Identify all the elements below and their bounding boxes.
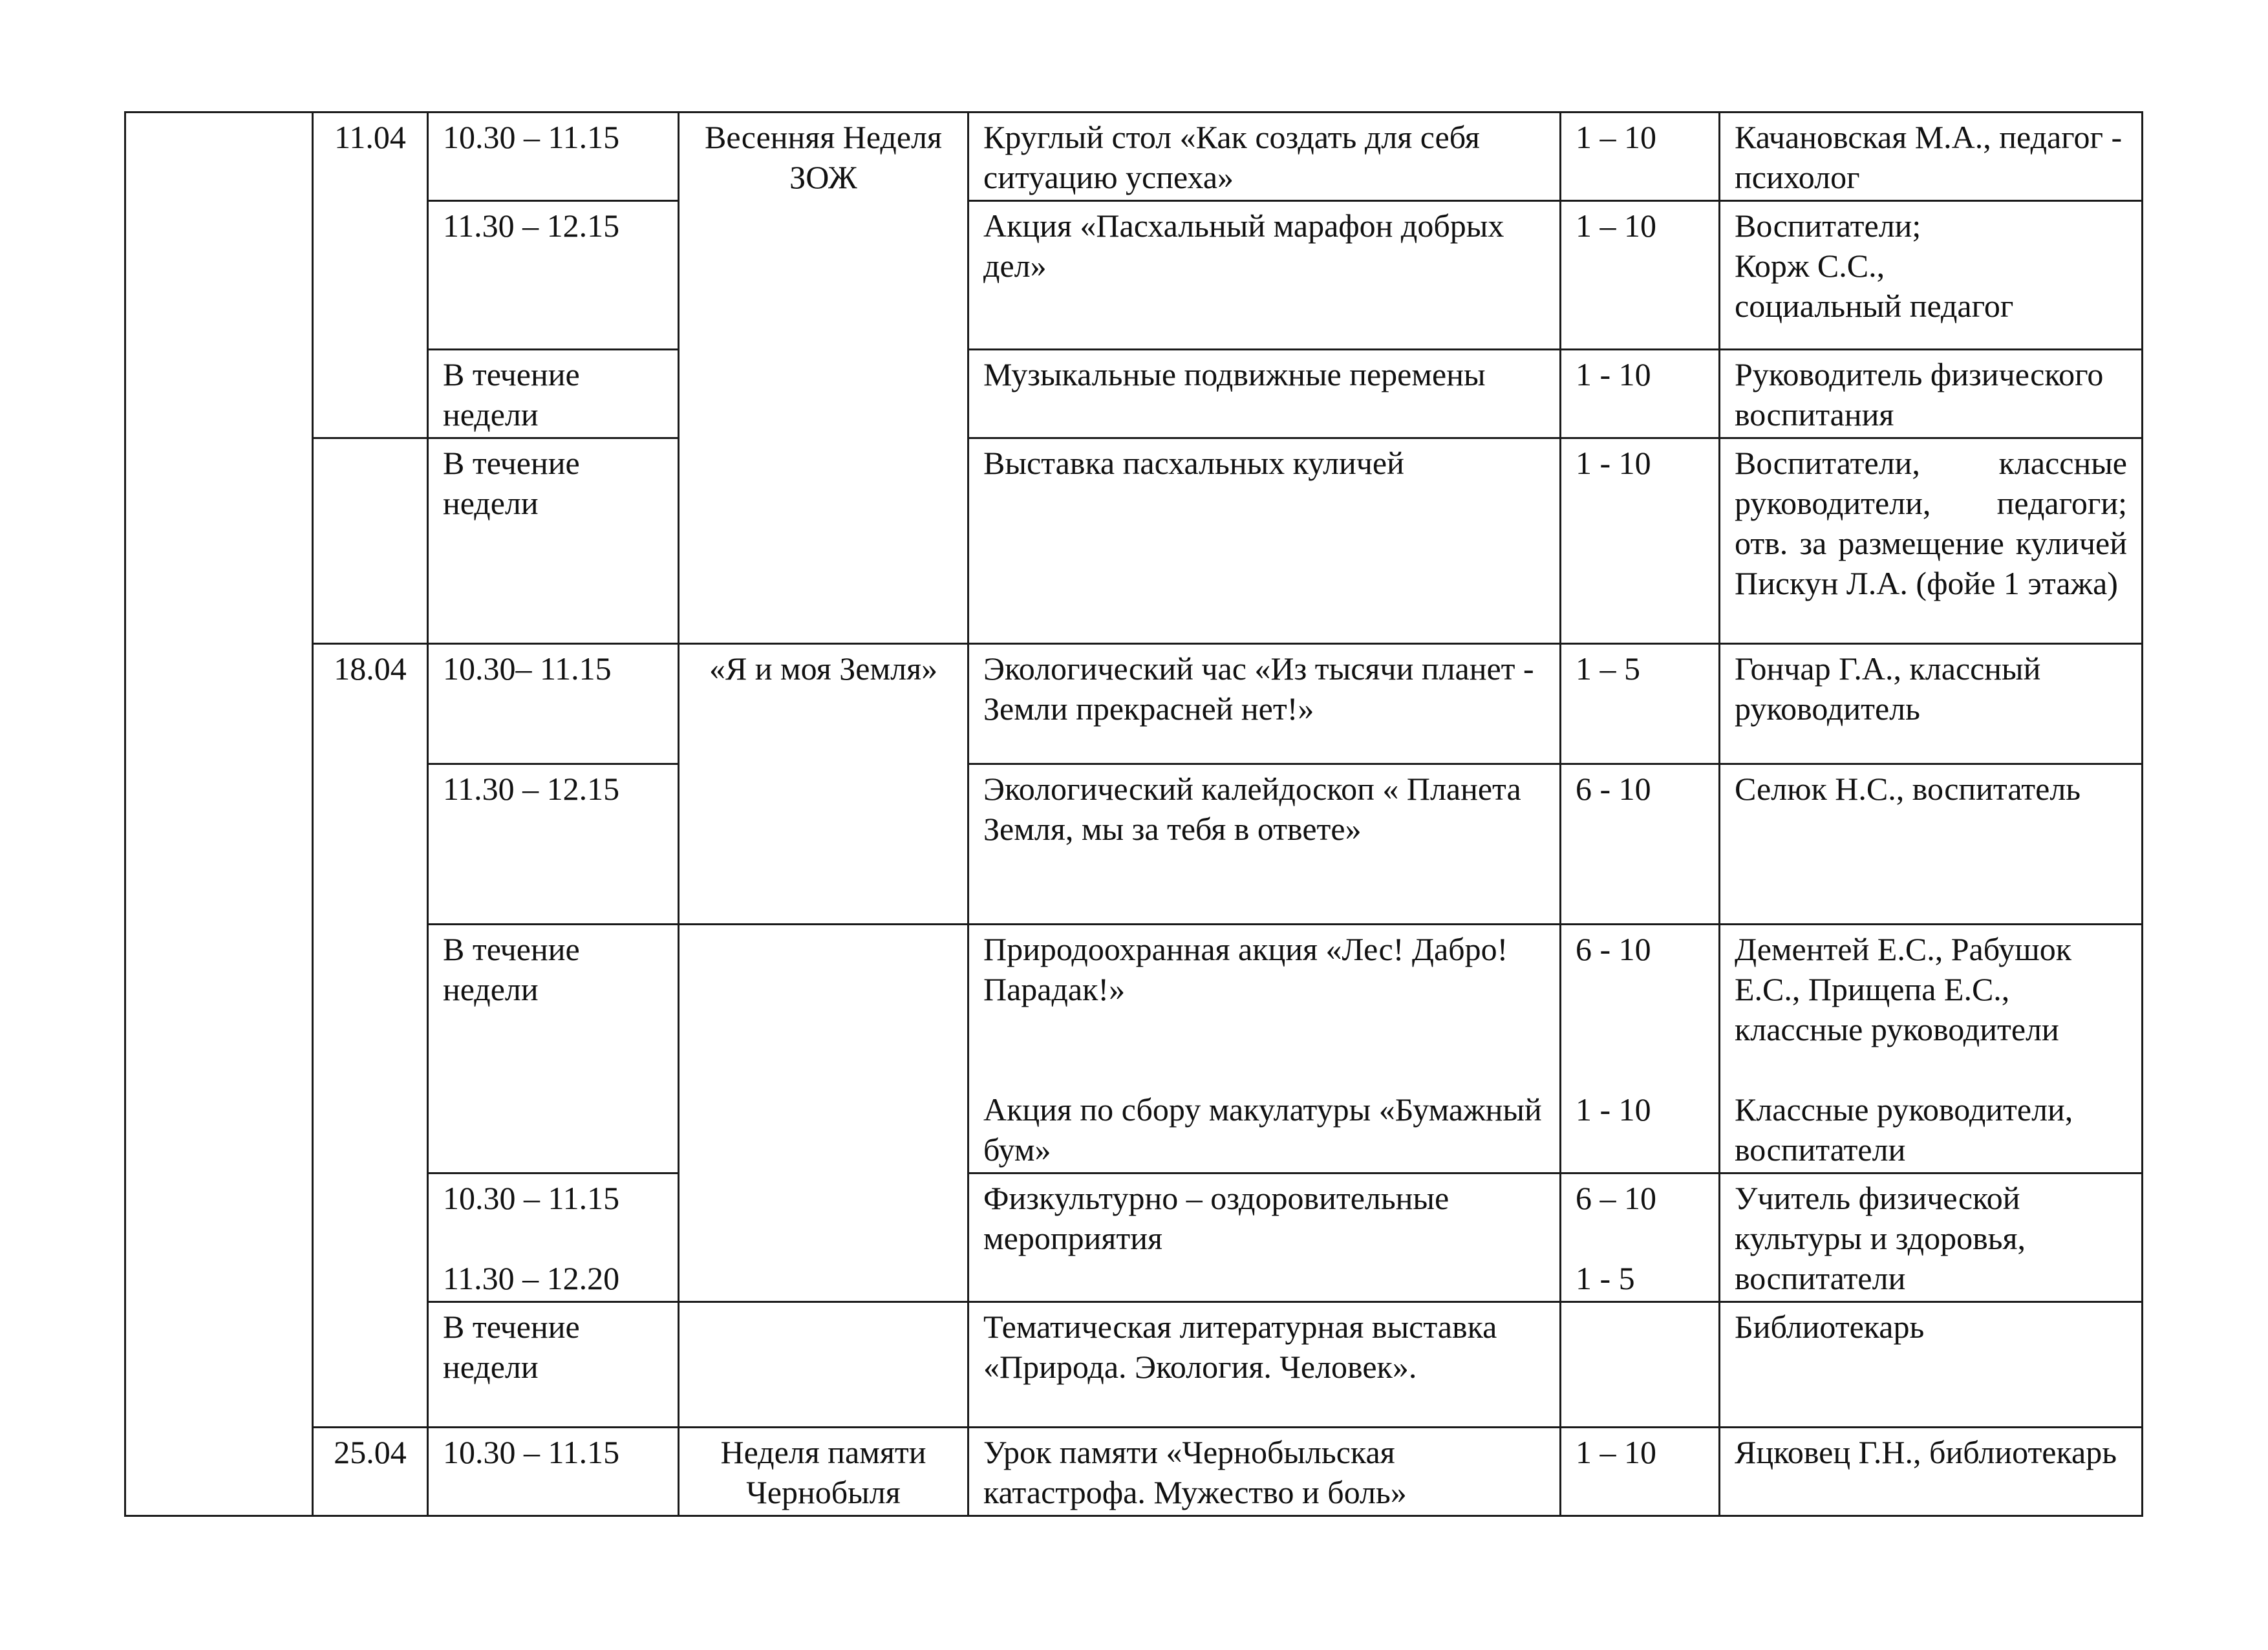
event-cell: Урок памяти «Чернобыльская катастрофа. Мужество и боль» — [968, 1428, 1561, 1516]
responsible-cell: Селюк Н.С., воспитатель — [1720, 764, 2143, 925]
responsible-cell — [1720, 201, 2143, 350]
date-cell: 25.04 — [313, 1428, 428, 1516]
grades-text: 1 - 5 — [1576, 1260, 1635, 1296]
responsible-cell: Руководитель физического воспитания — [1720, 350, 2143, 438]
table-row — [125, 112, 2143, 201]
grades-cell: 1 – 10 — [1561, 201, 1720, 350]
time-cell: 10.30 – 11.15 — [428, 1428, 679, 1516]
table-row — [125, 201, 2143, 350]
time-text: 10.30 – 11.15 — [443, 1180, 620, 1216]
grades-cell: 6 - 10 — [1561, 764, 1720, 925]
time-cell: 10.30 – 11.15 — [428, 112, 679, 201]
schedule-table — [124, 111, 2143, 1517]
event-text: Природоохранная акция «Лес! Дабро! Парадак!» — [983, 931, 1508, 1007]
theme-cell: Неделя памяти Чернобыля — [679, 1428, 968, 1516]
responsible-cell: Гончар Г.А., классный руководитель — [1720, 644, 2143, 764]
event-cell: Музыкальные подвижные перемены — [968, 350, 1561, 438]
grades-text: 1 - 10 — [1576, 1091, 1651, 1128]
grades-cell: 1 – 10 — [1561, 112, 1720, 201]
theme-cell: «Я и моя Земля» — [679, 644, 968, 925]
table-row — [125, 925, 2143, 1173]
grades-cell — [1561, 1173, 1720, 1302]
time-text: 11.30 – 12.20 — [443, 1260, 620, 1296]
time-cell: 10.30– 11.15 — [428, 644, 679, 764]
grades-text: 6 – 10 — [1576, 1180, 1656, 1216]
event-cell: Тематическая литературная выставка «Природа. Экология. Человек». — [968, 1302, 1561, 1428]
event-cell: Круглый стол «Как создать для себя ситуацию успеха» — [968, 112, 1561, 201]
grades-cell: 1 – 10 — [1561, 1428, 1720, 1516]
table-row — [125, 644, 2143, 764]
time-cell: В течение недели — [428, 925, 679, 1173]
table-row — [125, 1173, 2143, 1302]
left-margin-cell — [125, 112, 313, 1516]
time-cell: В течение недели — [428, 438, 679, 644]
responsible-text: Классные руководители, воспитатели — [1735, 1091, 2073, 1168]
event-cell: Выставка пасхальных куличей — [968, 438, 1561, 644]
responsible-line: социальный педагог — [1735, 288, 2014, 324]
time-cell — [428, 1173, 679, 1302]
event-cell: Акция «Пасхальный марафон добрых дел» — [968, 201, 1561, 350]
theme-cell-empty — [679, 925, 968, 1302]
responsible-cell: Яцковец Г.Н., библиотекарь — [1720, 1428, 2143, 1516]
grades-cell: 1 - 10 — [1561, 438, 1720, 644]
grades-cell — [1561, 925, 1720, 1173]
responsible-cell: Воспитатели, классные руководители, педагоги; отв. за размещение куличей Пискун Л.А. (фойе 1 этажа) — [1720, 438, 2143, 644]
table-row — [125, 1302, 2143, 1428]
responsible-cell: Качановская М.А., педагог - психолог — [1720, 112, 2143, 201]
theme-cell: Весенняя Неделя ЗОЖ — [679, 112, 968, 644]
table-row — [125, 1428, 2143, 1516]
time-cell: 11.30 – 12.15 — [428, 764, 679, 925]
responsible-cell: Учитель физической культуры и здоровья, воспитатели — [1720, 1173, 2143, 1302]
responsible-cell — [1720, 925, 2143, 1173]
table-row — [125, 350, 2143, 438]
event-cell: Физкультурно – оздоровительные мероприятия — [968, 1173, 1561, 1302]
grades-cell: 1 - 10 — [1561, 350, 1720, 438]
responsible-cell: Библиотекарь — [1720, 1302, 2143, 1428]
table-row — [125, 438, 2143, 644]
responsible-text: Дементей Е.С., Рабушок Е.С., Прищепа Е.С., классные руководители — [1735, 931, 2072, 1047]
event-cell: Экологический калейдоскоп « Планета Земля, мы за тебя в ответе» — [968, 764, 1561, 925]
grades-cell-empty — [1561, 1302, 1720, 1428]
grades-text: 6 - 10 — [1576, 931, 1651, 967]
date-cell: 18.04 — [313, 644, 428, 1428]
time-cell: В течение недели — [428, 350, 679, 438]
responsible-line: Корж С.С., — [1735, 248, 1885, 284]
theme-cell-empty — [679, 1302, 968, 1428]
time-cell: 11.30 – 12.15 — [428, 201, 679, 350]
event-text: Акция по сбору макулатуры «Бумажный бум» — [983, 1091, 1542, 1168]
event-cell: Экологический час «Из тысячи планет - Земли прекрасней нет!» — [968, 644, 1561, 764]
date-cell-empty — [313, 438, 428, 644]
responsible-line: Воспитатели; — [1735, 208, 1921, 244]
grades-cell: 1 – 5 — [1561, 644, 1720, 764]
date-cell: 11.04 — [313, 112, 428, 438]
event-cell — [968, 925, 1561, 1173]
time-cell: В течение недели — [428, 1302, 679, 1428]
table-row — [125, 764, 2143, 925]
